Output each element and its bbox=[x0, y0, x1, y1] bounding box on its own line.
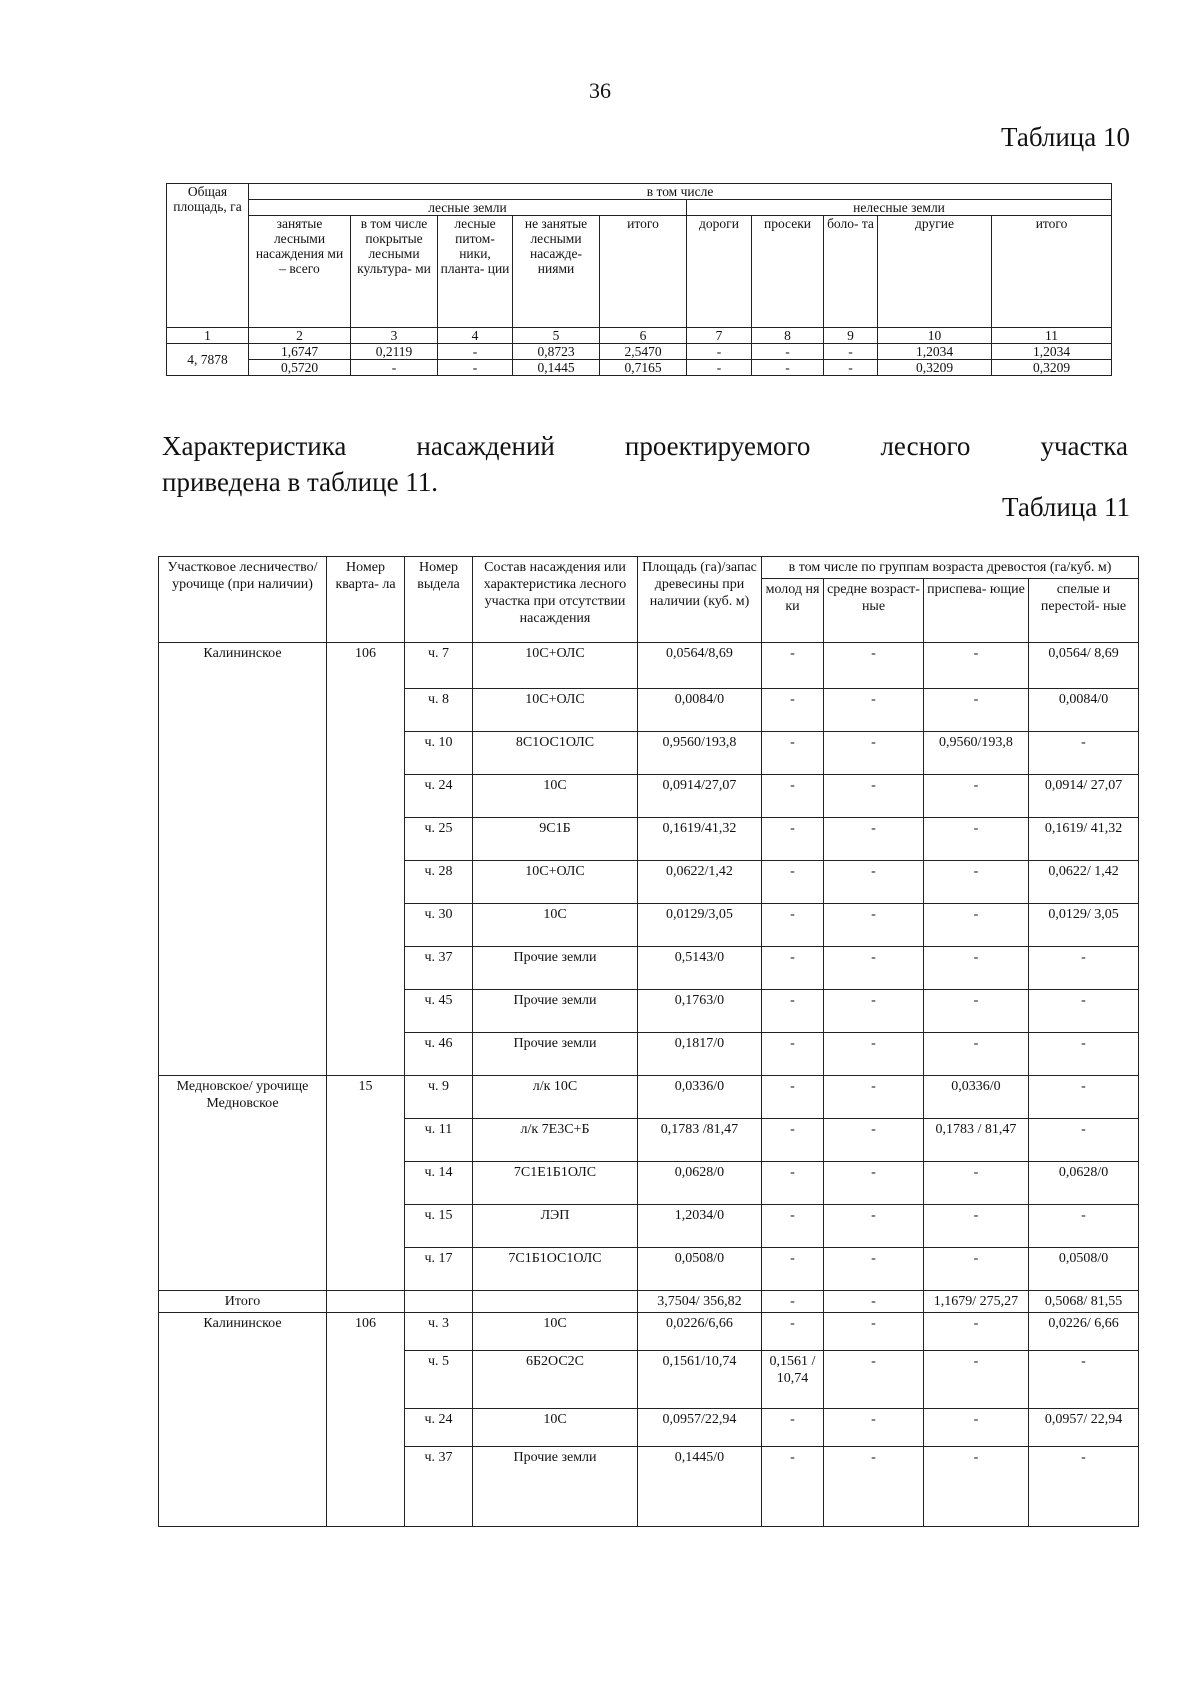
t11-forestry-name: Медновское/ урочище Медновское bbox=[159, 1076, 327, 1291]
t11-composition: 10С+ОЛС bbox=[473, 861, 638, 904]
t11-mature: 0,0084/0 bbox=[1029, 689, 1139, 732]
t10-cell: 0,5720 bbox=[249, 360, 351, 376]
t11-plot: ч. 17 bbox=[405, 1248, 473, 1291]
t11-area: 0,1763/0 bbox=[638, 990, 762, 1033]
t11-composition: 6Б2ОС2С bbox=[473, 1351, 638, 1409]
paragraph-line-1: Характеристика насаждений проектируемого лесного участка bbox=[162, 431, 1128, 461]
t11-header-forestry: Участковое лесничество/ урочище (при наличии) bbox=[159, 557, 327, 643]
t11-middle-aged: - bbox=[824, 1033, 924, 1076]
t10-cell: 1,2034 bbox=[992, 344, 1112, 360]
t11-composition: Прочие земли bbox=[473, 1033, 638, 1076]
t11-composition: 10С bbox=[473, 775, 638, 818]
t11-composition: 10С bbox=[473, 1313, 638, 1351]
t10-col-number: 3 bbox=[351, 328, 438, 344]
t11-composition: 10С+ОЛС bbox=[473, 689, 638, 732]
t11-plot: ч. 37 bbox=[405, 1447, 473, 1527]
t10-cell: 1,6747 bbox=[249, 344, 351, 360]
t11-maturing: - bbox=[924, 1162, 1029, 1205]
t10-col-header: занятые лесными насаждения ми – всего bbox=[249, 216, 351, 328]
t10-cell: - bbox=[438, 344, 513, 360]
t10-col-header: итого bbox=[992, 216, 1112, 328]
t10-header-forest: лесные земли bbox=[249, 200, 687, 216]
t11-maturing: - bbox=[924, 904, 1029, 947]
t11-header-maturing: приспева- ющие bbox=[924, 579, 1029, 643]
t11-composition: 7С1Е1Б1ОЛС bbox=[473, 1162, 638, 1205]
t11-middle-aged: - bbox=[824, 732, 924, 775]
t11-forestry-name: Калининское bbox=[159, 1313, 327, 1527]
t11-plot: ч. 15 bbox=[405, 1205, 473, 1248]
t11-maturing: - bbox=[924, 689, 1029, 732]
t11-young: - bbox=[762, 1313, 824, 1351]
t10-cell: 2,5470 bbox=[600, 344, 687, 360]
t11-composition: 10С bbox=[473, 1409, 638, 1447]
t11-middle-aged: - bbox=[824, 990, 924, 1033]
table-10-caption: Таблица 10 bbox=[1001, 122, 1130, 152]
t11-area: 1,2034/0 bbox=[638, 1205, 762, 1248]
t10-col-header: итого bbox=[600, 216, 687, 328]
t11-plot: ч. 9 bbox=[405, 1076, 473, 1119]
t11-maturing: - bbox=[924, 1033, 1029, 1076]
t11-maturing: - bbox=[924, 947, 1029, 990]
t11-area: 0,0957/22,94 bbox=[638, 1409, 762, 1447]
t10-col-number: 11 bbox=[992, 328, 1112, 344]
t11-composition: 10С bbox=[473, 904, 638, 947]
t11-area: 0,0084/0 bbox=[638, 689, 762, 732]
t11-area: 0,9560/193,8 bbox=[638, 732, 762, 775]
t11-middle-aged: - bbox=[824, 818, 924, 861]
t10-cell: 0,3209 bbox=[878, 360, 992, 376]
t10-col-header: боло- та bbox=[824, 216, 878, 328]
t11-total-empty bbox=[327, 1291, 405, 1313]
t11-composition: Прочие земли bbox=[473, 947, 638, 990]
t11-mature: 0,0628/0 bbox=[1029, 1162, 1139, 1205]
t11-middle-aged: - bbox=[824, 689, 924, 732]
t11-area: 0,0336/0 bbox=[638, 1076, 762, 1119]
t11-maturing: - bbox=[924, 990, 1029, 1033]
t11-composition: 10С+ОЛС bbox=[473, 643, 638, 689]
t11-quarter-number: 15 bbox=[327, 1076, 405, 1291]
t10-col-number: 7 bbox=[687, 328, 752, 344]
t11-quarter-number: 106 bbox=[327, 1313, 405, 1527]
t11-total-label: Итого bbox=[159, 1291, 327, 1313]
t11-middle-aged: - bbox=[824, 1313, 924, 1351]
t11-middle-aged: - bbox=[824, 947, 924, 990]
t11-area: 0,1445/0 bbox=[638, 1447, 762, 1527]
t11-header-area: Площадь (га)/запас древесины при наличии (куб. м) bbox=[638, 557, 762, 643]
t11-area: 0,0226/6,66 bbox=[638, 1313, 762, 1351]
t11-header-young: молод ня ки bbox=[762, 579, 824, 643]
t11-young: - bbox=[762, 818, 824, 861]
t11-maturing: - bbox=[924, 1313, 1029, 1351]
t11-area: 0,1561/10,74 bbox=[638, 1351, 762, 1409]
t11-middle-aged: - bbox=[824, 1351, 924, 1409]
t11-plot: ч. 10 bbox=[405, 732, 473, 775]
page-number: 36 bbox=[589, 78, 611, 103]
t11-composition: л/к 10С bbox=[473, 1076, 638, 1119]
t11-young: - bbox=[762, 1248, 824, 1291]
t11-maturing: - bbox=[924, 861, 1029, 904]
t11-plot: ч. 24 bbox=[405, 775, 473, 818]
t11-composition: 9С1Б bbox=[473, 818, 638, 861]
t11-mature: - bbox=[1029, 990, 1139, 1033]
t10-header-incl: в том числе bbox=[249, 184, 1112, 200]
t10-col-header: просеки bbox=[752, 216, 824, 328]
t11-maturing: - bbox=[924, 1447, 1029, 1527]
t10-cell: - bbox=[824, 360, 878, 376]
t11-middle-aged: - bbox=[824, 904, 924, 947]
t11-middle-aged: - bbox=[824, 1205, 924, 1248]
t11-area: 0,0508/0 bbox=[638, 1248, 762, 1291]
t11-young: - bbox=[762, 990, 824, 1033]
t10-total-value: 4, 7878 bbox=[167, 344, 249, 376]
t10-cell: 0,1445 bbox=[513, 360, 600, 376]
t11-plot: ч. 25 bbox=[405, 818, 473, 861]
t11-area: 0,0914/27,07 bbox=[638, 775, 762, 818]
t11-composition: Прочие земли bbox=[473, 1447, 638, 1527]
t11-plot: ч. 11 bbox=[405, 1119, 473, 1162]
t11-young: - bbox=[762, 1033, 824, 1076]
t11-mature: 0,0957/ 22,94 bbox=[1029, 1409, 1139, 1447]
t11-young: - bbox=[762, 861, 824, 904]
t11-header-mature: спелые и перестой- ные bbox=[1029, 579, 1139, 643]
t11-plot: ч. 28 bbox=[405, 861, 473, 904]
t11-total-area: 3,7504/ 356,82 bbox=[638, 1291, 762, 1313]
t11-middle-aged: - bbox=[824, 1119, 924, 1162]
t11-mature: 0,0564/ 8,69 bbox=[1029, 643, 1139, 689]
t11-plot: ч. 37 bbox=[405, 947, 473, 990]
t11-mature: - bbox=[1029, 1351, 1139, 1409]
t11-middle-aged: - bbox=[824, 1447, 924, 1527]
t11-mature: - bbox=[1029, 1205, 1139, 1248]
t10-cell: 0,8723 bbox=[513, 344, 600, 360]
t10-col-number: 9 bbox=[824, 328, 878, 344]
t11-header-composition: Состав насаждения или характеристика лесного участка при отсутствии насаждения bbox=[473, 557, 638, 643]
t10-col-number: 1 bbox=[167, 328, 249, 344]
t11-maturing: - bbox=[924, 818, 1029, 861]
t10-cell: 1,2034 bbox=[878, 344, 992, 360]
t11-middle-aged: - bbox=[824, 643, 924, 689]
t11-composition: 7С1Б1ОС1ОЛС bbox=[473, 1248, 638, 1291]
t11-plot: ч. 5 bbox=[405, 1351, 473, 1409]
t11-young: - bbox=[762, 1447, 824, 1527]
t11-mature: 0,0622/ 1,42 bbox=[1029, 861, 1139, 904]
t11-young: - bbox=[762, 947, 824, 990]
t11-area: 0,0564/8,69 bbox=[638, 643, 762, 689]
t11-total-mature: 0,5068/ 81,55 bbox=[1029, 1291, 1139, 1313]
t11-area: 0,1783 /81,47 bbox=[638, 1119, 762, 1162]
t11-young: - bbox=[762, 732, 824, 775]
t11-maturing: - bbox=[924, 1351, 1029, 1409]
t11-composition: 8С1ОС1ОЛС bbox=[473, 732, 638, 775]
t10-cell: 0,7165 bbox=[600, 360, 687, 376]
t11-mature: - bbox=[1029, 1033, 1139, 1076]
t10-cell: - bbox=[752, 360, 824, 376]
t11-young: - bbox=[762, 643, 824, 689]
table-11-caption: Таблица 11 bbox=[1002, 492, 1130, 522]
t11-mature: 0,0129/ 3,05 bbox=[1029, 904, 1139, 947]
t11-young: - bbox=[762, 775, 824, 818]
t11-young: 0,1561 / 10,74 bbox=[762, 1351, 824, 1409]
t11-mature: 0,0508/0 bbox=[1029, 1248, 1139, 1291]
t10-cell: - bbox=[438, 360, 513, 376]
t11-total-empty bbox=[405, 1291, 473, 1313]
t11-mature: - bbox=[1029, 1076, 1139, 1119]
t10-cell: 0,2119 bbox=[351, 344, 438, 360]
t10-col-header: лесные питом- ники, планта- ции bbox=[438, 216, 513, 328]
table-11 bbox=[158, 556, 1139, 1527]
table-row bbox=[159, 1076, 1139, 1119]
t11-quarter-number: 106 bbox=[327, 643, 405, 1076]
t10-col-number: 10 bbox=[878, 328, 992, 344]
t11-plot: ч. 46 bbox=[405, 1033, 473, 1076]
t10-col-header: другие bbox=[878, 216, 992, 328]
t11-young: - bbox=[762, 1076, 824, 1119]
t10-col-header: не занятые лесными насажде- ниями bbox=[513, 216, 600, 328]
t11-area: 0,5143/0 bbox=[638, 947, 762, 990]
t11-middle-aged: - bbox=[824, 1248, 924, 1291]
t11-header-plot: Номер выдела bbox=[405, 557, 473, 643]
t10-header-nonforest: нелесные земли bbox=[687, 200, 1112, 216]
t11-young: - bbox=[762, 1409, 824, 1447]
t11-young: - bbox=[762, 904, 824, 947]
t11-mature: - bbox=[1029, 947, 1139, 990]
t10-header-total: Общая площадь, га bbox=[167, 184, 249, 328]
t11-header-quarter: Номер кварта- ла bbox=[327, 557, 405, 643]
t11-mature: 0,0914/ 27,07 bbox=[1029, 775, 1139, 818]
t10-col-number: 5 bbox=[513, 328, 600, 344]
t11-young: - bbox=[762, 1205, 824, 1248]
t10-col-number: 2 bbox=[249, 328, 351, 344]
t11-plot: ч. 3 bbox=[405, 1313, 473, 1351]
t11-total-middle-aged: - bbox=[824, 1291, 924, 1313]
t11-plot: ч. 30 bbox=[405, 904, 473, 947]
table-row bbox=[159, 1313, 1139, 1351]
t11-area: 0,0628/0 bbox=[638, 1162, 762, 1205]
paragraph bbox=[162, 428, 1128, 500]
t10-cell: - bbox=[687, 360, 752, 376]
t11-area: 0,1817/0 bbox=[638, 1033, 762, 1076]
t11-area: 0,0129/3,05 bbox=[638, 904, 762, 947]
t11-composition: Прочие земли bbox=[473, 990, 638, 1033]
t10-cell: - bbox=[351, 360, 438, 376]
t11-young: - bbox=[762, 689, 824, 732]
t10-cell: - bbox=[824, 344, 878, 360]
t11-composition: л/к 7Е3С+Б bbox=[473, 1119, 638, 1162]
t10-cell: - bbox=[752, 344, 824, 360]
t11-plot: ч. 45 bbox=[405, 990, 473, 1033]
t10-cell: - bbox=[687, 344, 752, 360]
t11-total-maturing: 1,1679/ 275,27 bbox=[924, 1291, 1029, 1313]
t11-header-age-groups: в том числе по группам возраста древостоя (га/куб. м) bbox=[762, 557, 1139, 579]
t10-cell: 0,3209 bbox=[992, 360, 1112, 376]
t11-maturing: 0,0336/0 bbox=[924, 1076, 1029, 1119]
t11-maturing: - bbox=[924, 1205, 1029, 1248]
t11-total-empty bbox=[473, 1291, 638, 1313]
t11-forestry-name: Калининское bbox=[159, 643, 327, 1076]
t11-maturing: - bbox=[924, 1248, 1029, 1291]
t11-mature: - bbox=[1029, 1447, 1139, 1527]
t10-col-header: в том числе покрытые лесными культура- ми bbox=[351, 216, 438, 328]
t10-col-number: 6 bbox=[600, 328, 687, 344]
table-row bbox=[159, 643, 1139, 689]
t11-total-young: - bbox=[762, 1291, 824, 1313]
t10-col-header: дороги bbox=[687, 216, 752, 328]
t11-mature: 0,0226/ 6,66 bbox=[1029, 1313, 1139, 1351]
t11-middle-aged: - bbox=[824, 861, 924, 904]
t11-maturing: - bbox=[924, 1409, 1029, 1447]
t11-composition: ЛЭП bbox=[473, 1205, 638, 1248]
t11-maturing: - bbox=[924, 643, 1029, 689]
t11-area: 0,0622/1,42 bbox=[638, 861, 762, 904]
t11-maturing: 0,9560/193,8 bbox=[924, 732, 1029, 775]
t10-col-number: 4 bbox=[438, 328, 513, 344]
t11-plot: ч. 7 bbox=[405, 643, 473, 689]
t11-middle-aged: - bbox=[824, 1409, 924, 1447]
t11-maturing: - bbox=[924, 775, 1029, 818]
t11-plot: ч. 14 bbox=[405, 1162, 473, 1205]
table-row-total bbox=[159, 1291, 1139, 1313]
paragraph-line-2: приведена в таблице 11. bbox=[162, 467, 439, 497]
t11-mature: - bbox=[1029, 732, 1139, 775]
t11-area: 0,1619/41,32 bbox=[638, 818, 762, 861]
t11-middle-aged: - bbox=[824, 775, 924, 818]
t11-middle-aged: - bbox=[824, 1162, 924, 1205]
t11-header-middle-aged: средне возраст- ные bbox=[824, 579, 924, 643]
t11-young: - bbox=[762, 1119, 824, 1162]
t11-maturing: 0,1783 / 81,47 bbox=[924, 1119, 1029, 1162]
t11-middle-aged: - bbox=[824, 1076, 924, 1119]
t10-col-number: 8 bbox=[752, 328, 824, 344]
t11-mature: 0,1619/ 41,32 bbox=[1029, 818, 1139, 861]
table-10 bbox=[166, 183, 1112, 376]
t11-plot: ч. 8 bbox=[405, 689, 473, 732]
t11-plot: ч. 24 bbox=[405, 1409, 473, 1447]
t11-young: - bbox=[762, 1162, 824, 1205]
t11-mature: - bbox=[1029, 1119, 1139, 1162]
